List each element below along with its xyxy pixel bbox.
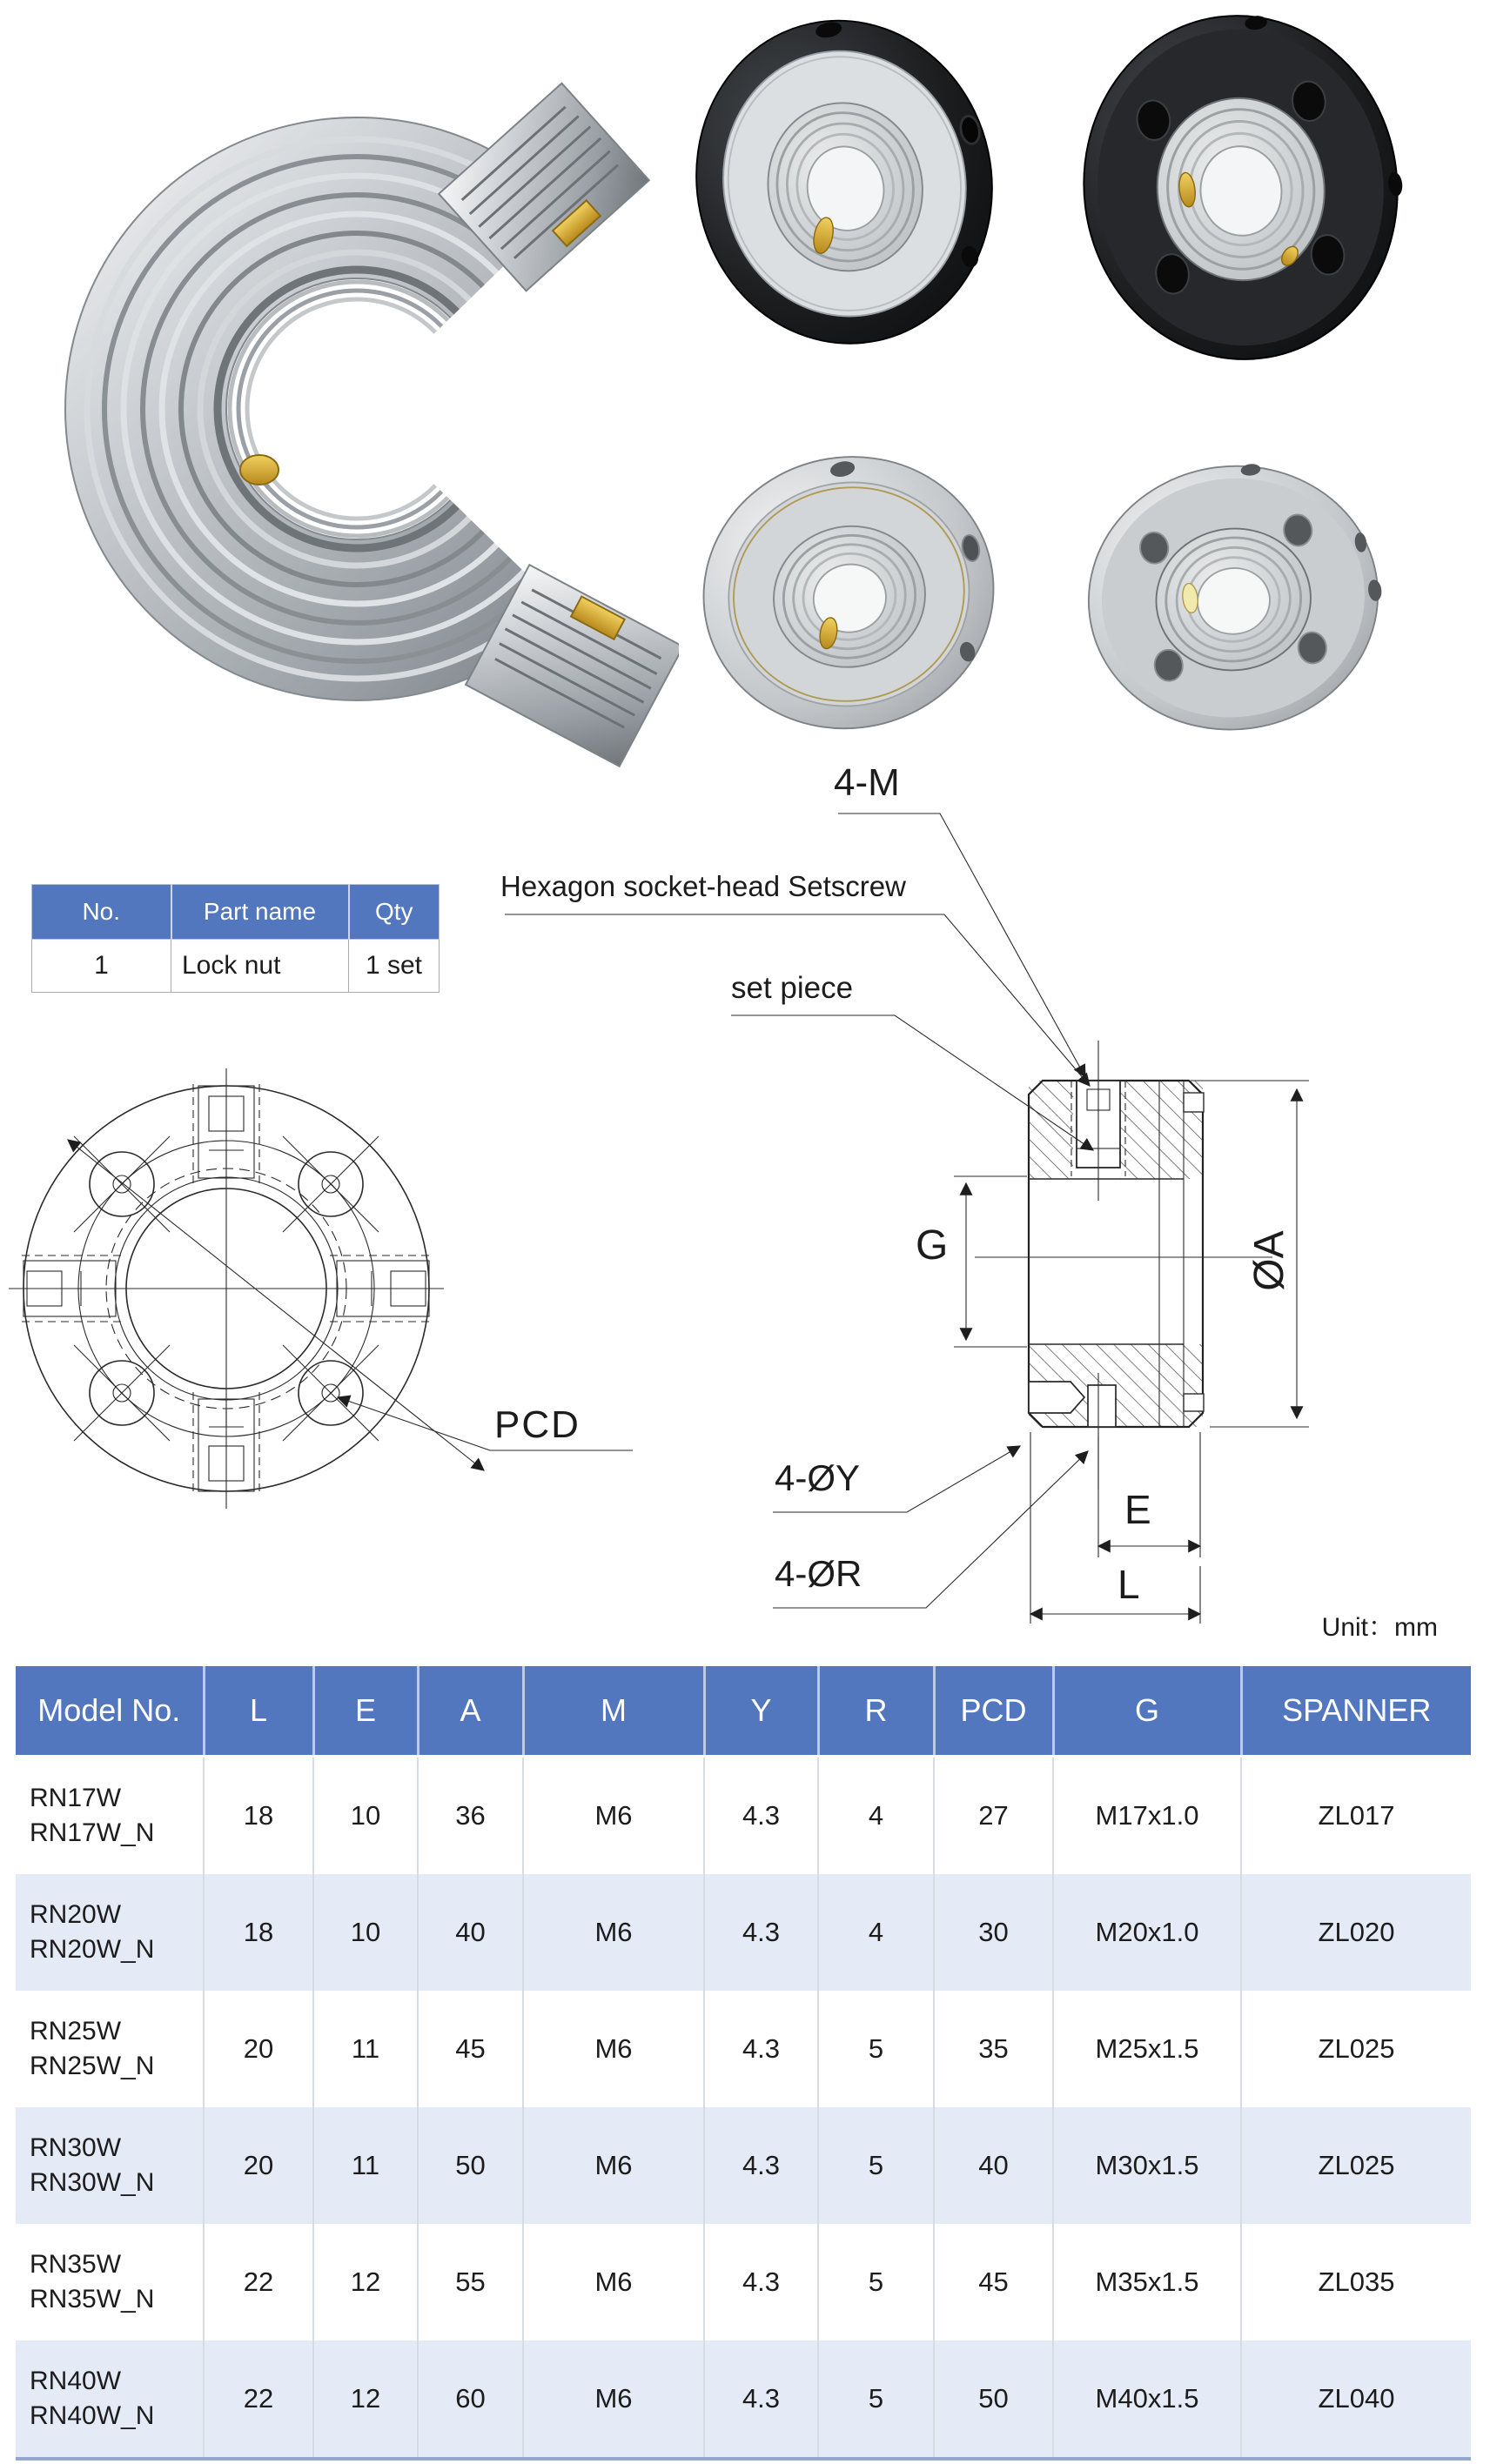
label-setscrew: Hexagon socket-head Setscrew xyxy=(500,870,906,902)
r-hole-section xyxy=(1088,1385,1116,1427)
parts-col-partname: Part name xyxy=(171,885,349,940)
model-cell: RN25W RN25W_N xyxy=(16,1991,204,2107)
model-cell: RN35W RN35W_N xyxy=(16,2224,204,2340)
part-qty: 1 set xyxy=(349,940,440,993)
table-row: RN30W RN30W_N 20 11 50 M6 4.3 5 40 M30x1.5 ZL025 xyxy=(16,2107,1471,2224)
table-row: RN20W RN20W_N 18 10 40 M6 4.3 4 30 M20x1.0 ZL020 xyxy=(16,1874,1471,1991)
col-r: R xyxy=(818,1666,934,1757)
model-cell: RN20W RN20W_N xyxy=(16,1874,204,1991)
section-view-drawing xyxy=(505,814,1309,1624)
label-dia-a: ØA xyxy=(1246,1230,1292,1291)
label-g: G xyxy=(916,1222,949,1269)
parts-col-qty: Qty xyxy=(349,885,440,940)
table-row: RN25W RN25W_N 20 11 45 M6 4.3 5 35 M25x1.5 ZL025 xyxy=(16,1991,1471,2107)
product-cutaway-render xyxy=(35,0,679,800)
product-photo-black-face xyxy=(1060,7,1421,372)
spec-table xyxy=(16,1666,1471,2461)
label-e: E xyxy=(1124,1487,1151,1532)
col-a: A xyxy=(418,1666,523,1757)
setscrew-section xyxy=(1071,1041,1125,1201)
unit-note: Unit：mm xyxy=(1321,1613,1438,1642)
label-4m: 4-M xyxy=(834,761,900,804)
model-cell: RN17W RN17W_N xyxy=(16,1757,204,1875)
col-model: Model No. xyxy=(16,1666,204,1757)
part-no: 1 xyxy=(32,940,171,993)
col-e: E xyxy=(313,1666,418,1757)
spec-header-row xyxy=(16,1666,1471,1757)
label-pcd: PCD xyxy=(494,1403,581,1446)
product-photo-nickel-face xyxy=(1069,459,1398,740)
col-l: L xyxy=(204,1666,313,1757)
cutaway-graphic xyxy=(35,0,679,800)
label-set-piece: set piece xyxy=(731,971,854,1005)
table-row: RN17W RN17W_N 18 10 36 M6 4.3 4 27 M17x1.0 ZL017 xyxy=(16,1757,1471,1875)
col-y: Y xyxy=(704,1666,818,1757)
label-l: L xyxy=(1118,1562,1140,1607)
dim-g xyxy=(954,1176,1027,1347)
col-spanner: SPANNER xyxy=(1241,1666,1471,1757)
model-cell: RN40W RN40W_N xyxy=(16,2340,204,2459)
col-m: M xyxy=(523,1666,704,1757)
part-name: Lock nut xyxy=(171,940,349,993)
table-row: RN40W RN40W_N 22 12 60 M6 4.3 5 50 M40x1.5 ZL040 xyxy=(16,2340,1471,2459)
col-pcd: PCD xyxy=(934,1666,1053,1757)
table-row: RN35W RN35W_N 22 12 55 M6 4.3 5 45 M35x1.5 ZL035 xyxy=(16,2224,1471,2340)
product-photo-black-ring xyxy=(679,7,1010,365)
label-4r: 4-ØR xyxy=(775,1553,862,1594)
label-4y: 4-ØY xyxy=(775,1457,861,1498)
pcd-leader xyxy=(338,1397,633,1450)
model-cell: RN30W RN30W_N xyxy=(16,2107,204,2224)
brass-set-piece-spot xyxy=(240,455,279,485)
dim-l xyxy=(1030,1432,1200,1624)
col-g: G xyxy=(1053,1666,1241,1757)
parts-col-no: No. xyxy=(32,885,171,940)
product-photo-nickel-ring xyxy=(683,451,1014,740)
